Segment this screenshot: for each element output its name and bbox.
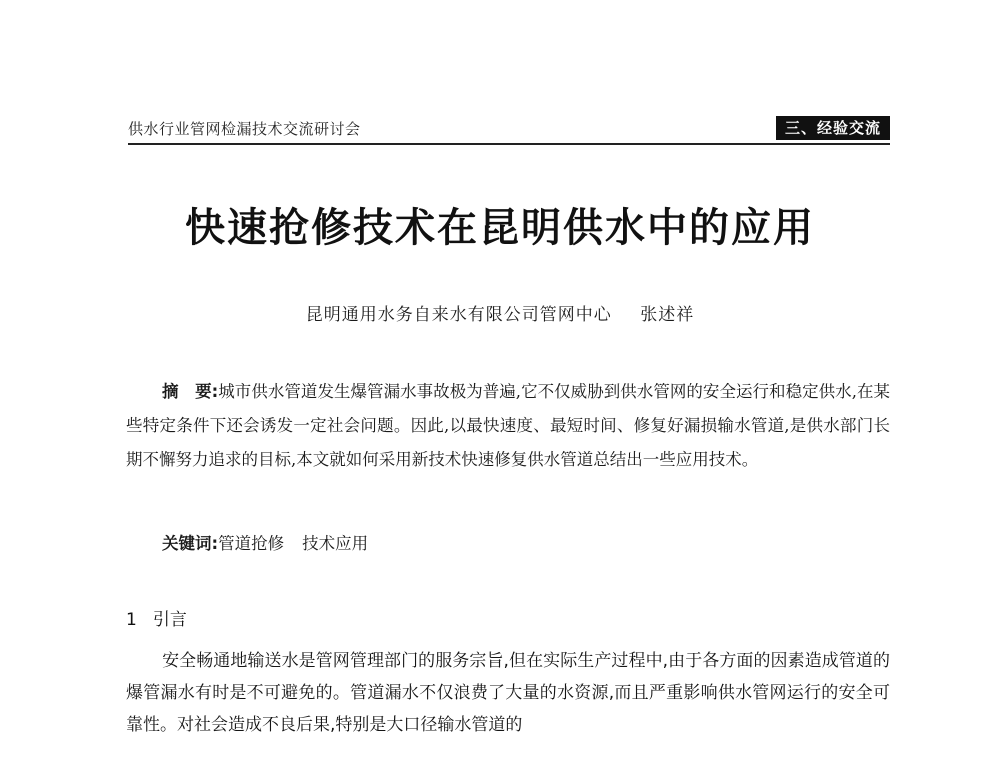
keyword-item: 技术应用 (302, 534, 369, 553)
author-affiliation: 昆明通用水务自来水有限公司管网中心 (305, 305, 612, 325)
header-rule (128, 143, 890, 145)
section-number: 1 (126, 610, 137, 630)
keywords (162, 530, 386, 554)
keywords-label: 关键词: (162, 534, 219, 553)
paper-title: 快速抢修技术在昆明供水中的应用 (185, 205, 815, 251)
abstract-text: 城市供水管道发生爆管漏水事故极为普遍,它不仅威胁到供水管网的安全运行和稳定供水,在某些特定条件下还会诱发一定社会问题。因此,以最快速度、最短时间、修复好漏损输水管道,是供水部门长期不懈努力追求的目标,本文就如何采用新技术快速修复供水管道总结出一些应用技术。 (126, 382, 890, 469)
author-name: 张述祥 (640, 305, 695, 325)
section-tag: 三、经验交流 (776, 116, 890, 140)
section-heading (126, 605, 187, 630)
running-header (128, 116, 890, 148)
conference-name: 供水行业管网检漏技术交流研讨会 (128, 120, 361, 138)
keyword-item: 管道抢修 (218, 534, 285, 553)
abstract (126, 375, 890, 477)
abstract-label: 摘 要: (162, 382, 219, 401)
body-paragraph (126, 645, 890, 741)
author-line (0, 300, 1000, 325)
section-title: 引言 (152, 610, 187, 630)
body-paragraph-text: 安全畅通地输送水是管网管理部门的服务宗旨,但在实际生产过程中,由于各方面的因素造成管道的爆管漏水有时是不可避免的。管道漏水不仅浪费了大量的水资源,而且严重影响供水管网运行的安全可靠性。对社会造成不良后果,特别是大口径输水管道的 (126, 651, 890, 735)
